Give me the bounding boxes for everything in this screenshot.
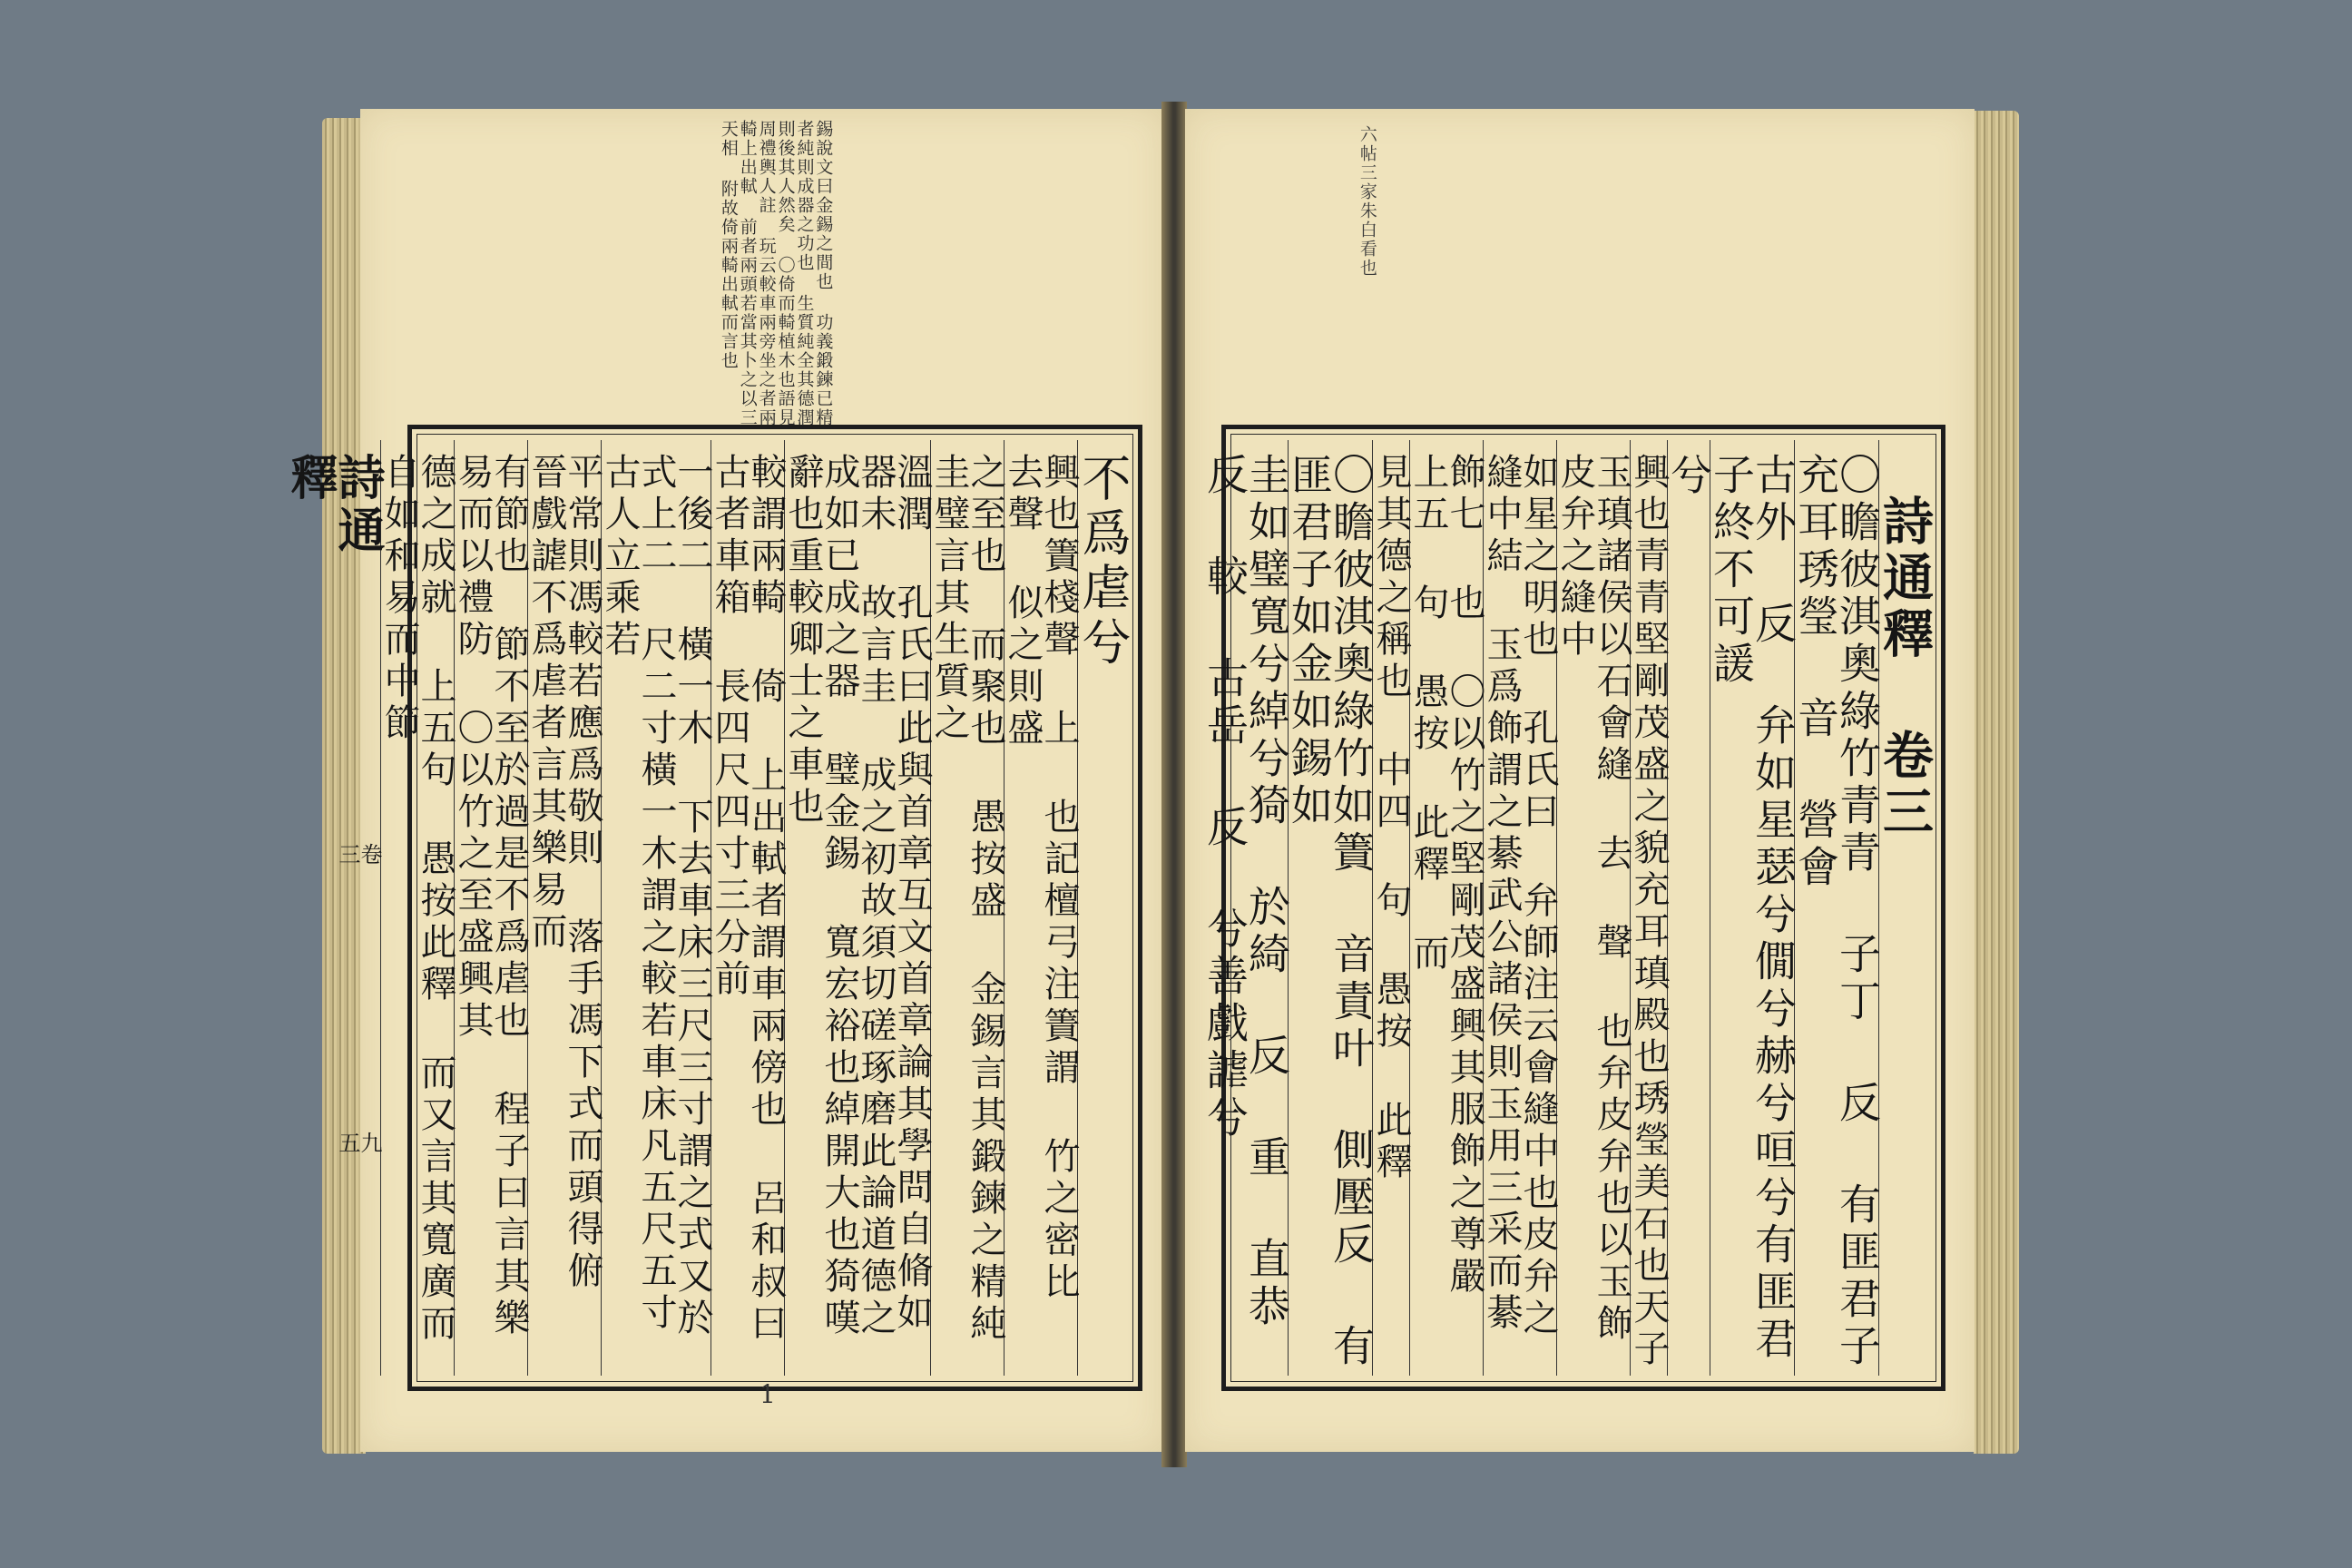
text-frame — [282, 425, 1142, 1391]
left-page — [282, 109, 1163, 1452]
text-column: 如星之明也 孔氏曰 弁師注云會縫中也皮弁之縫中結 玉爲飾謂之綦武公諸侯則玉用三采而綦 — [1483, 440, 1556, 1376]
text-column: 玉瑱諸侯以石會縫 去 聲 也弁皮弁也以玉飾皮弁之縫中 — [1556, 440, 1630, 1376]
handwritten-margin-note: 錫說文曰金錫之間也 功義鍛鍊已精者純則成器之功也 生質純全其德潤則後其人然矣 〇倚而輢植木也語見周禮輿人註 玩云較車兩旁坐之者兩輢上出軾 前者兩頭若當其卜之以三天相 附故倚兩輢出軾而言也 — [718, 120, 834, 427]
text-columns — [1200, 440, 1935, 1376]
text-column: 不爲虐兮 — [1077, 440, 1127, 1376]
page-margin-column — [282, 440, 385, 1376]
text-column: 〇瞻彼淇奧綠竹如簀 音責叶 側壓反 有匪君子如金如錫如 — [1288, 440, 1372, 1376]
text-column: 溫潤 孔氏曰此與首章互文首章論其學問自脩如器未 故言圭 成之初故須切磋琢磨此論道德之成如已成之器 璧金錫 寬宏裕也綽開大也猗嘆辭也重較卿士之車也 — [784, 440, 930, 1376]
pencil-annotation: 1 — [760, 1379, 778, 1409]
running-title-column: 詩通釋 卷三 — [1878, 440, 1930, 1376]
text-column: 一後二 橫一木 下去車床三尺三寸謂之式又於式上二 尺二寸橫一木謂之較若車床凡五尺五寸古人立乘若 — [601, 440, 710, 1376]
handwritten-margin-note: 六帖三家朱白看也 — [1357, 125, 1377, 278]
text-column: 平常則馮較若應爲敬則 落手馮下式而頭得俯 晉戲謔不爲虐者言其樂易而 — [527, 440, 601, 1376]
text-columns — [282, 440, 1132, 1376]
running-title: 詩通釋 — [282, 452, 385, 558]
text-column: 興也青青堅剛茂盛之貌充耳瑱殿也琇瑩美石也天子 — [1630, 440, 1667, 1376]
text-column: 〇瞻彼淇奧綠竹青青 子丁 反 有匪君子充耳琇瑩 音 營會 — [1794, 440, 1878, 1376]
text-column: 較謂兩輢 倚 上出軾者謂車兩傍也 呂和叔曰古者車箱 長四尺四寸三分前 — [710, 440, 784, 1376]
text-column: 德之成就 上五句 愚按此釋 而又言其寬廣而自如和易而中節 — [380, 440, 454, 1376]
text-column: 見其德之稱也 中四 句 愚按 此釋 — [1372, 440, 1409, 1376]
text-frame — [1200, 425, 1945, 1391]
volume-label: 卷三 — [335, 842, 382, 870]
text-column: 兮 — [1667, 440, 1710, 1376]
text-column: 興也簀棧聲 上 也記檀弓注簀謂 竹之密比 去聲 似之則盛 — [1004, 440, 1077, 1376]
text-column: 之至也 而聚也 愚按盛 金錫言其鍛鍊之精純圭璧言其生質之 — [930, 440, 1004, 1376]
text-column: 圭如璧寬兮綽兮猗 於綺 反 重 直恭 反 較 古岳 反 兮善戲謔兮 — [1200, 453, 1291, 1331]
text-column: 飾七 也 〇以竹之堅剛茂盛興其服飾之尊嚴 上五 句 愚按 此釋 而 — [1409, 440, 1483, 1376]
open-book — [282, 102, 2019, 1467]
right-page — [1185, 109, 1975, 1452]
page-edges-right — [1974, 111, 2019, 1454]
text-column: 古外 反 弁如星瑟兮僩兮赫兮咺兮有匪君子終不可諼 — [1710, 440, 1794, 1376]
text-column: 有節也 節不至於過是不爲虐也 程子曰言其樂易而以禮防 〇以竹之至盛興其 — [454, 440, 527, 1376]
book-gutter — [1161, 102, 1187, 1467]
page-number: 九五 — [335, 1132, 382, 1160]
